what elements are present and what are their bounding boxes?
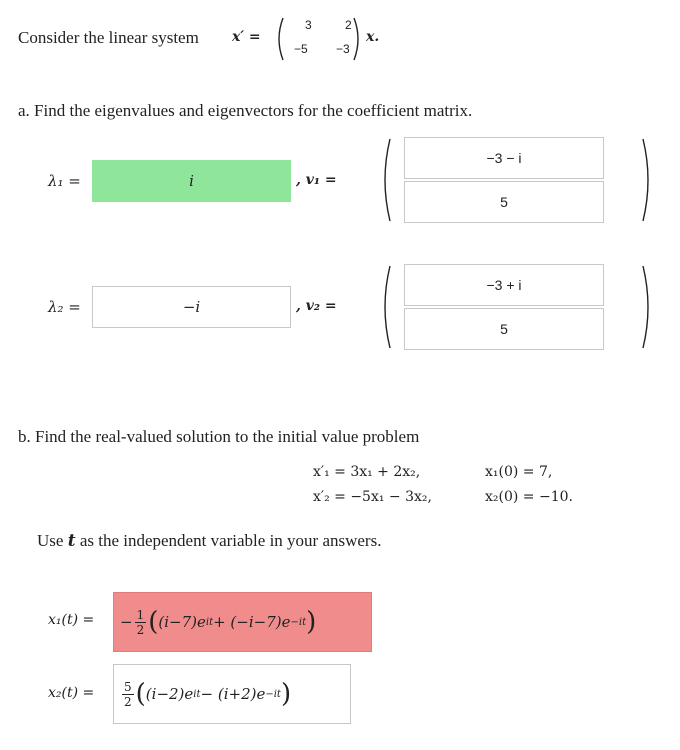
matrix-a22: −3 bbox=[336, 42, 350, 56]
initial-condition-2: x₂(0) = −10. bbox=[485, 489, 573, 505]
v1-label: , v₁ = bbox=[296, 172, 337, 188]
x1-sign: − bbox=[120, 613, 133, 631]
v2-paren-right bbox=[641, 264, 655, 350]
v2-bottom-input[interactable]: 5 bbox=[404, 308, 604, 350]
note-prefix: Use bbox=[37, 531, 64, 550]
x1-close-paren: ) bbox=[306, 607, 317, 637]
intro-lhs: x′ = bbox=[232, 29, 261, 45]
v1-top-input[interactable]: −3 − i bbox=[404, 137, 604, 179]
intro-rhs: x. bbox=[366, 29, 380, 45]
x1-exp2: −it bbox=[290, 616, 307, 628]
matrix-a12: 2 bbox=[345, 18, 352, 32]
x2-term1: (i−2)e bbox=[145, 685, 194, 703]
x1-exp1: it bbox=[205, 616, 214, 628]
initial-condition-1: x₁(0) = 7, bbox=[485, 464, 553, 480]
v1-paren-left bbox=[378, 137, 392, 223]
x1-term1: (i−7)e bbox=[158, 613, 206, 631]
v2-label: , v₂ = bbox=[296, 298, 337, 314]
system-eq2: x′₂ = −5x₁ − 3x₂, bbox=[313, 489, 432, 505]
note-variable: t bbox=[67, 531, 76, 551]
x2-frac-den: 2 bbox=[124, 694, 132, 709]
x2-close-paren: ) bbox=[280, 679, 292, 709]
matrix-paren-left bbox=[273, 16, 285, 62]
x1-input[interactable] bbox=[113, 592, 372, 652]
lambda2-input[interactable]: −i bbox=[92, 286, 291, 328]
x2-exp2: −it bbox=[265, 688, 281, 700]
matrix-paren-right bbox=[352, 16, 364, 62]
lambda2-label: λ₂ = bbox=[48, 298, 81, 316]
x1-frac-den: 2 bbox=[136, 622, 145, 637]
x1-fraction bbox=[135, 609, 147, 636]
x2-term2: − (i+2)e bbox=[200, 685, 266, 703]
x2-exp1: it bbox=[193, 688, 201, 700]
lambda1-label: λ₁ = bbox=[48, 172, 81, 190]
v2-paren-left bbox=[378, 264, 392, 350]
x2-frac-num: 5 bbox=[124, 679, 132, 694]
x2-open-paren: ( bbox=[135, 679, 146, 709]
x2-label: x₂(t) = bbox=[48, 685, 95, 701]
part-b-title: b. Find the real-valued solution to the initial value problem bbox=[18, 427, 420, 446]
x1-label: x₁(t) = bbox=[48, 612, 95, 628]
matrix-a11: 3 bbox=[305, 18, 312, 32]
x1-term2: + (−i−7)e bbox=[213, 613, 291, 631]
matrix-a21: −5 bbox=[294, 42, 308, 56]
part-a-title: a. Find the eigenvalues and eigenvectors for the coefficient matrix. bbox=[18, 101, 473, 120]
note-suffix: as the independent variable in your answers. bbox=[79, 531, 382, 550]
intro-text: Consider the linear system bbox=[18, 28, 199, 47]
x2-input[interactable] bbox=[113, 664, 351, 724]
lambda1-input[interactable]: i bbox=[92, 160, 291, 202]
v2-top-input[interactable]: −3 + i bbox=[404, 264, 604, 306]
instruction-note bbox=[37, 531, 381, 551]
system-eq1: x′₁ = 3x₁ + 2x₂, bbox=[313, 464, 421, 480]
x2-fraction bbox=[122, 681, 134, 708]
v1-paren-right bbox=[641, 137, 655, 223]
x1-frac-num: 1 bbox=[136, 607, 145, 622]
v1-bottom-input[interactable]: 5 bbox=[404, 181, 604, 223]
x1-open-paren: ( bbox=[148, 607, 159, 637]
